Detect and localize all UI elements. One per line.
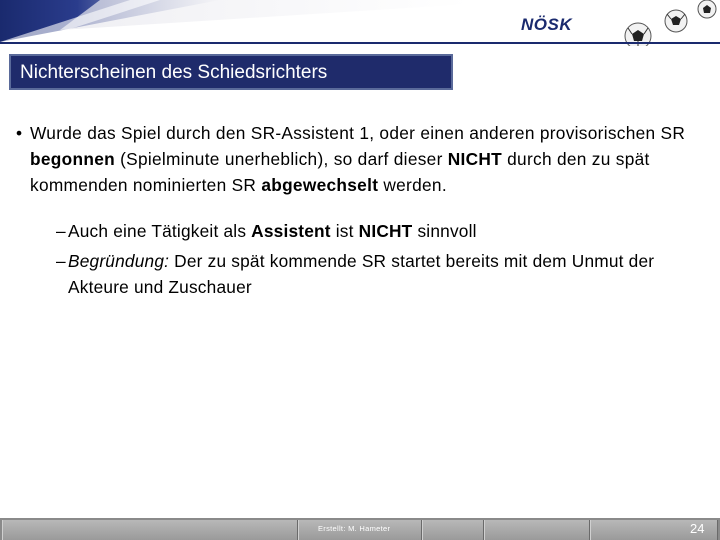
sub-bullet-marker: – bbox=[56, 221, 66, 241]
footer-cell bbox=[422, 520, 484, 540]
footer-cell bbox=[484, 520, 590, 540]
header-divider bbox=[0, 42, 720, 44]
slide-header bbox=[0, 0, 720, 52]
soccer-balls-icon bbox=[600, 0, 720, 46]
bullet-emphasis-abgewechselt: abgewechselt bbox=[261, 175, 379, 195]
main-bullet bbox=[16, 120, 706, 198]
slide-title-bar bbox=[9, 54, 453, 90]
header-swoosh-decoration bbox=[0, 0, 470, 44]
sub-bullet-marker: – bbox=[56, 251, 66, 271]
page-number: 24 bbox=[690, 521, 705, 536]
main-bullet-text bbox=[16, 120, 706, 198]
sub-text-part: Der zu spät kommende SR startet bereits mit dem Unmut der Akteure und Zuschauer bbox=[68, 251, 655, 297]
bullet-text-part: durch den zu spät kommenden nominierten SR bbox=[30, 149, 650, 195]
sub-emphasis-begruendung: Begründung: bbox=[68, 251, 170, 271]
bullet-emphasis-nicht: NICHT bbox=[447, 149, 503, 169]
footer-author: Erstellt: M. Hameter bbox=[318, 524, 391, 533]
bullet-marker: • bbox=[16, 123, 23, 143]
sub-emphasis-nicht: NICHT bbox=[358, 221, 413, 241]
sub-text-part: Auch eine Tätigkeit als bbox=[68, 221, 252, 241]
bullet-emphasis-begonnen: begonnen bbox=[30, 149, 115, 169]
bullet-text-part: werden. bbox=[378, 175, 447, 195]
footer-cell bbox=[2, 520, 298, 540]
bullet-text-part: (Spielminute unerheblich), so darf dieser bbox=[114, 149, 448, 169]
slide-title: Nichterscheinen des Schiedsrichters bbox=[20, 62, 328, 83]
sub-text-part: ist bbox=[330, 221, 359, 241]
sub-bullet-assistent bbox=[56, 218, 706, 244]
bullet-text-part: Wurde das Spiel durch den SR-Assistent 1, oder einen anderen provisorischen SR bbox=[30, 123, 686, 143]
slide-footer bbox=[0, 518, 720, 540]
brand-logo-text: NÖSK bbox=[521, 15, 573, 34]
sub-bullet-begruendung bbox=[56, 248, 706, 300]
sub-bullet-text bbox=[56, 248, 706, 300]
sub-emphasis-assistent: Assistent bbox=[251, 221, 331, 241]
sub-bullet-text bbox=[56, 218, 706, 244]
sub-text-part: sinnvoll bbox=[412, 221, 477, 241]
